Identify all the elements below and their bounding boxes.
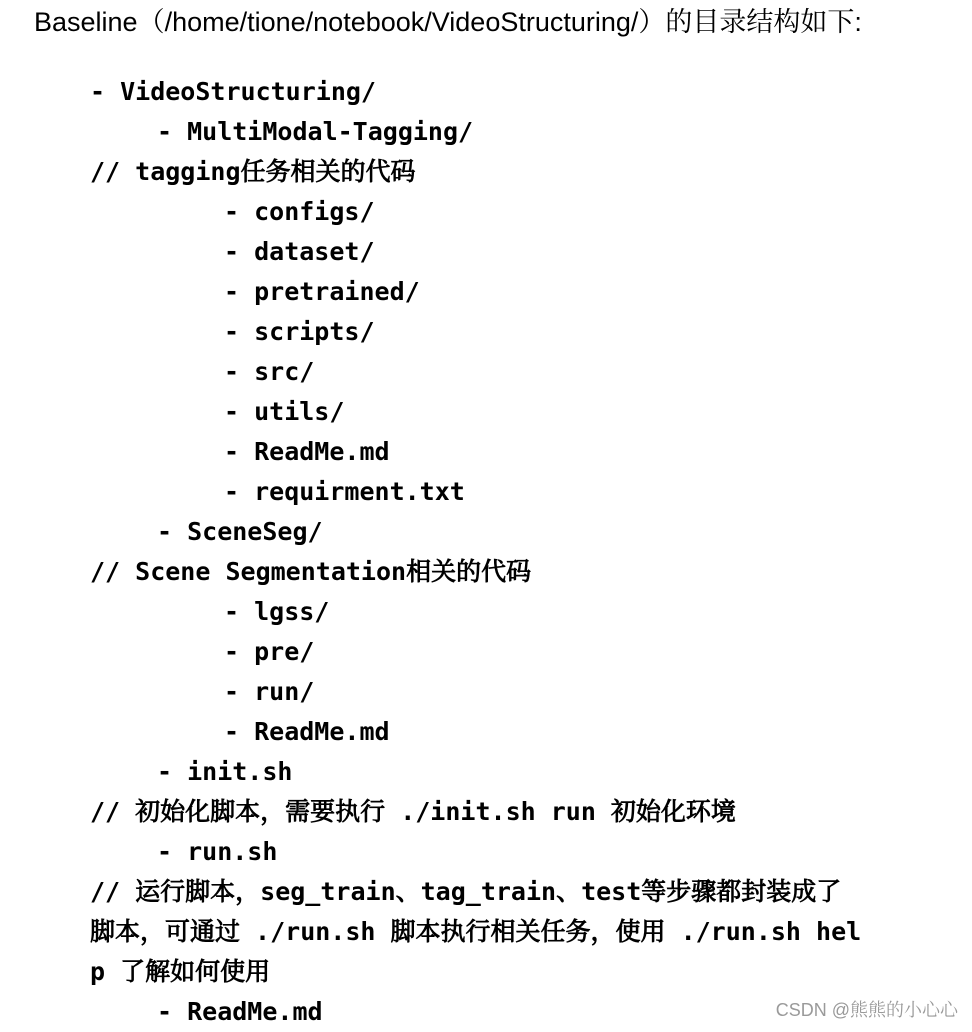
- intro-text: Baseline（/home/tione/notebook/VideoStructuring/）的目录结构如下:: [34, 7, 862, 37]
- tree-line: - VideoStructuring/: [90, 77, 376, 106]
- tree-line: - run/: [224, 677, 315, 706]
- tree-line: - init.sh: [157, 757, 293, 786]
- tree-line: - MultiModal-Tagging/: [157, 117, 474, 146]
- tree-comment-line: // 运行脚本，seg_train、tag_train、test等步骤都封装成了: [90, 877, 842, 906]
- tree-line: p 了解如何使用: [90, 957, 271, 986]
- tree-comment-line: // tagging任务相关的代码: [90, 157, 416, 186]
- tree-line: - dataset/: [224, 237, 375, 266]
- tree-line: - configs/: [224, 197, 375, 226]
- tree-line: - pre/: [224, 637, 315, 666]
- tree-comment-line: // Scene Segmentation相关的代码: [90, 557, 532, 586]
- tree-line: - utils/: [224, 397, 345, 426]
- tree-line: - ReadMe.md: [224, 437, 390, 466]
- tree-line: 脚本，可通过 ./run.sh 脚本执行相关任务，使用 ./run.sh hel: [90, 917, 862, 946]
- tree-line: - SceneSeg/: [157, 517, 323, 546]
- tree-line: - requirment.txt: [224, 477, 465, 506]
- tree-line: - src/: [224, 357, 315, 386]
- directory-tree-code-block: [90, 72, 960, 1032]
- tree-line: - lgss/: [224, 597, 330, 626]
- tree-line: - ReadMe.md: [224, 717, 390, 746]
- tree-line: - pretrained/: [224, 277, 420, 306]
- tree-comment-line: // 初始化脚本，需要执行 ./init.sh run 初始化环境: [90, 797, 736, 826]
- tree-line: - scripts/: [224, 317, 375, 346]
- tree-line: - ReadMe.md: [157, 997, 323, 1026]
- tree-line: - run.sh: [157, 837, 278, 866]
- csdn-watermark: CSDN @熊熊的小心心: [775, 1000, 958, 1020]
